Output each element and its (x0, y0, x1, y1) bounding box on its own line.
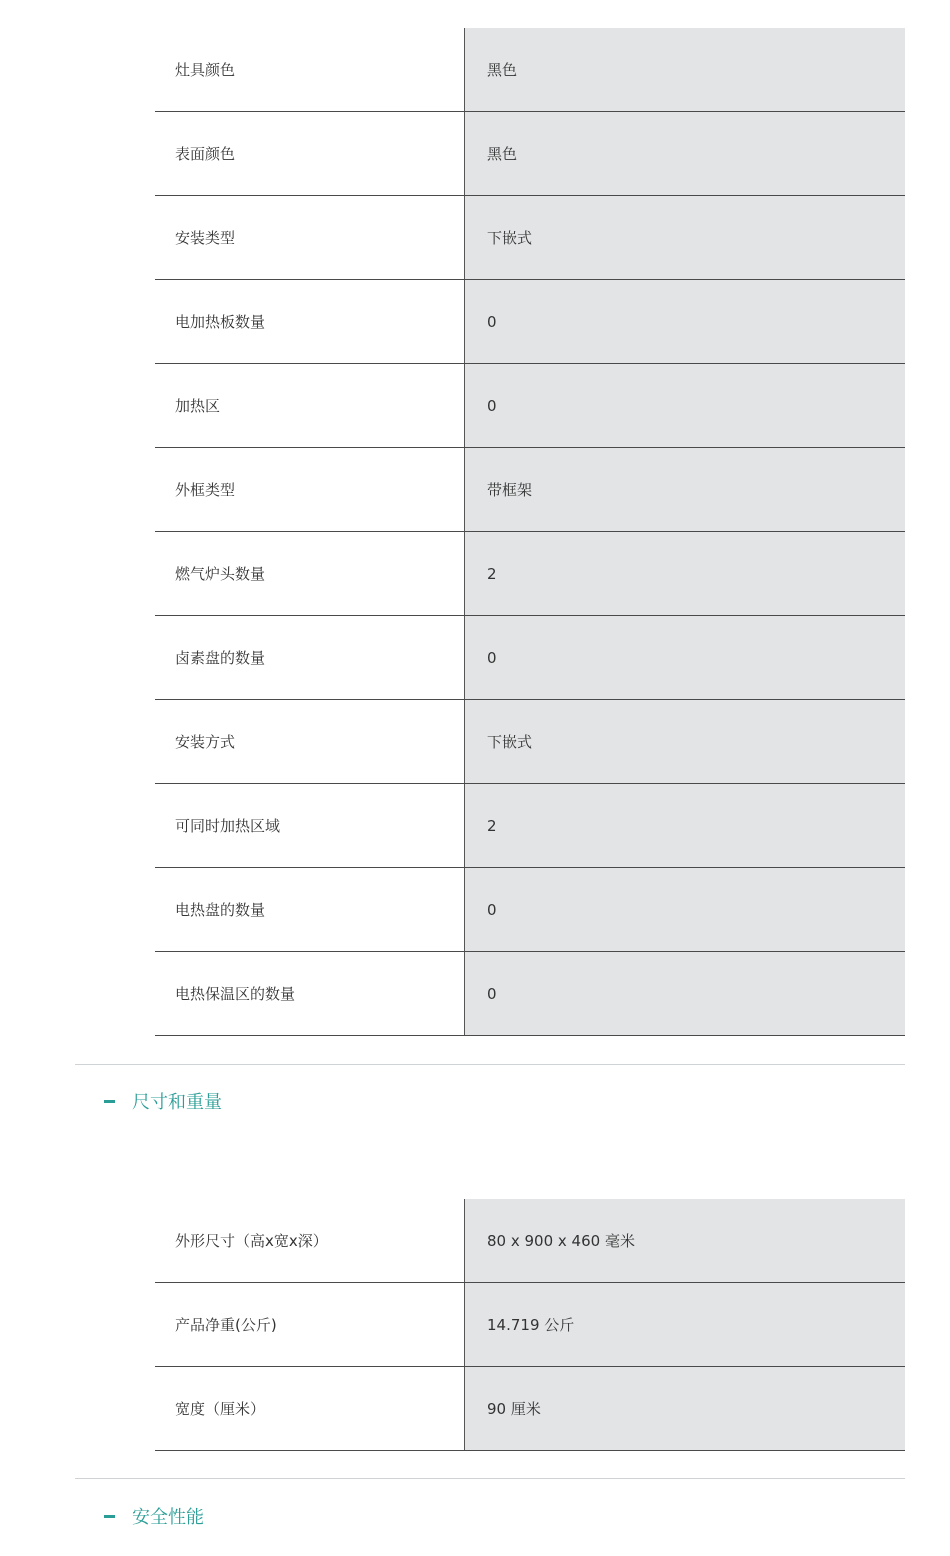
spec-value: 0 (465, 364, 905, 447)
spec-label: 安装方式 (155, 700, 465, 783)
spec-label: 宽度（厘米） (155, 1367, 465, 1450)
spec-value: 2 (465, 532, 905, 615)
section-title: 安全性能 (132, 1507, 204, 1528)
spec-label: 电热盘的数量 (155, 868, 465, 951)
spec-label: 外形尺寸（高x宽x深） (155, 1199, 465, 1282)
spec-label: 灶具颜色 (155, 28, 465, 111)
table-row (155, 448, 905, 532)
table-row (155, 700, 905, 784)
spec-value: 下嵌式 (465, 700, 905, 783)
section-divider (75, 1064, 905, 1065)
table-row (155, 1199, 905, 1283)
spec-label: 卤素盘的数量 (155, 616, 465, 699)
spec-value: 带框架 (465, 448, 905, 531)
table-row (155, 1283, 905, 1367)
spec-label: 可同时加热区域 (155, 784, 465, 867)
spec-value: 14.719 公斤 (465, 1283, 905, 1366)
table-row (155, 784, 905, 868)
section-toggle-dimensions[interactable] (104, 1088, 222, 1114)
spec-value: 0 (465, 280, 905, 363)
table-row (155, 532, 905, 616)
minus-icon (104, 1100, 115, 1103)
spec-value: 黑色 (465, 112, 905, 195)
table-row (155, 1367, 905, 1451)
table-row (155, 364, 905, 448)
table-row (155, 196, 905, 280)
table-row (155, 28, 905, 112)
table-row (155, 868, 905, 952)
table-row (155, 952, 905, 1036)
spec-label: 燃气炉头数量 (155, 532, 465, 615)
spec-label: 加热区 (155, 364, 465, 447)
spec-value: 黑色 (465, 28, 905, 111)
spec-label: 安装类型 (155, 196, 465, 279)
minus-icon (104, 1515, 115, 1518)
spec-label: 电加热板数量 (155, 280, 465, 363)
table-row (155, 616, 905, 700)
spec-value: 0 (465, 868, 905, 951)
section-title: 尺寸和重量 (132, 1092, 222, 1113)
spec-label: 表面颜色 (155, 112, 465, 195)
spec-value: 0 (465, 952, 905, 1035)
spec-table-general (155, 28, 905, 1036)
spec-value: 90 厘米 (465, 1367, 905, 1450)
spec-label: 产品净重(公斤) (155, 1283, 465, 1366)
spec-value: 2 (465, 784, 905, 867)
spec-value: 0 (465, 616, 905, 699)
spec-label: 电热保温区的数量 (155, 952, 465, 1035)
spec-value: 80 x 900 x 460 毫米 (465, 1199, 905, 1282)
section-toggle-safety[interactable] (104, 1503, 204, 1529)
spec-label: 外框类型 (155, 448, 465, 531)
section-divider (75, 1478, 905, 1479)
table-row (155, 280, 905, 364)
table-row (155, 112, 905, 196)
spec-value: 下嵌式 (465, 196, 905, 279)
spec-table-dimensions (155, 1199, 905, 1451)
